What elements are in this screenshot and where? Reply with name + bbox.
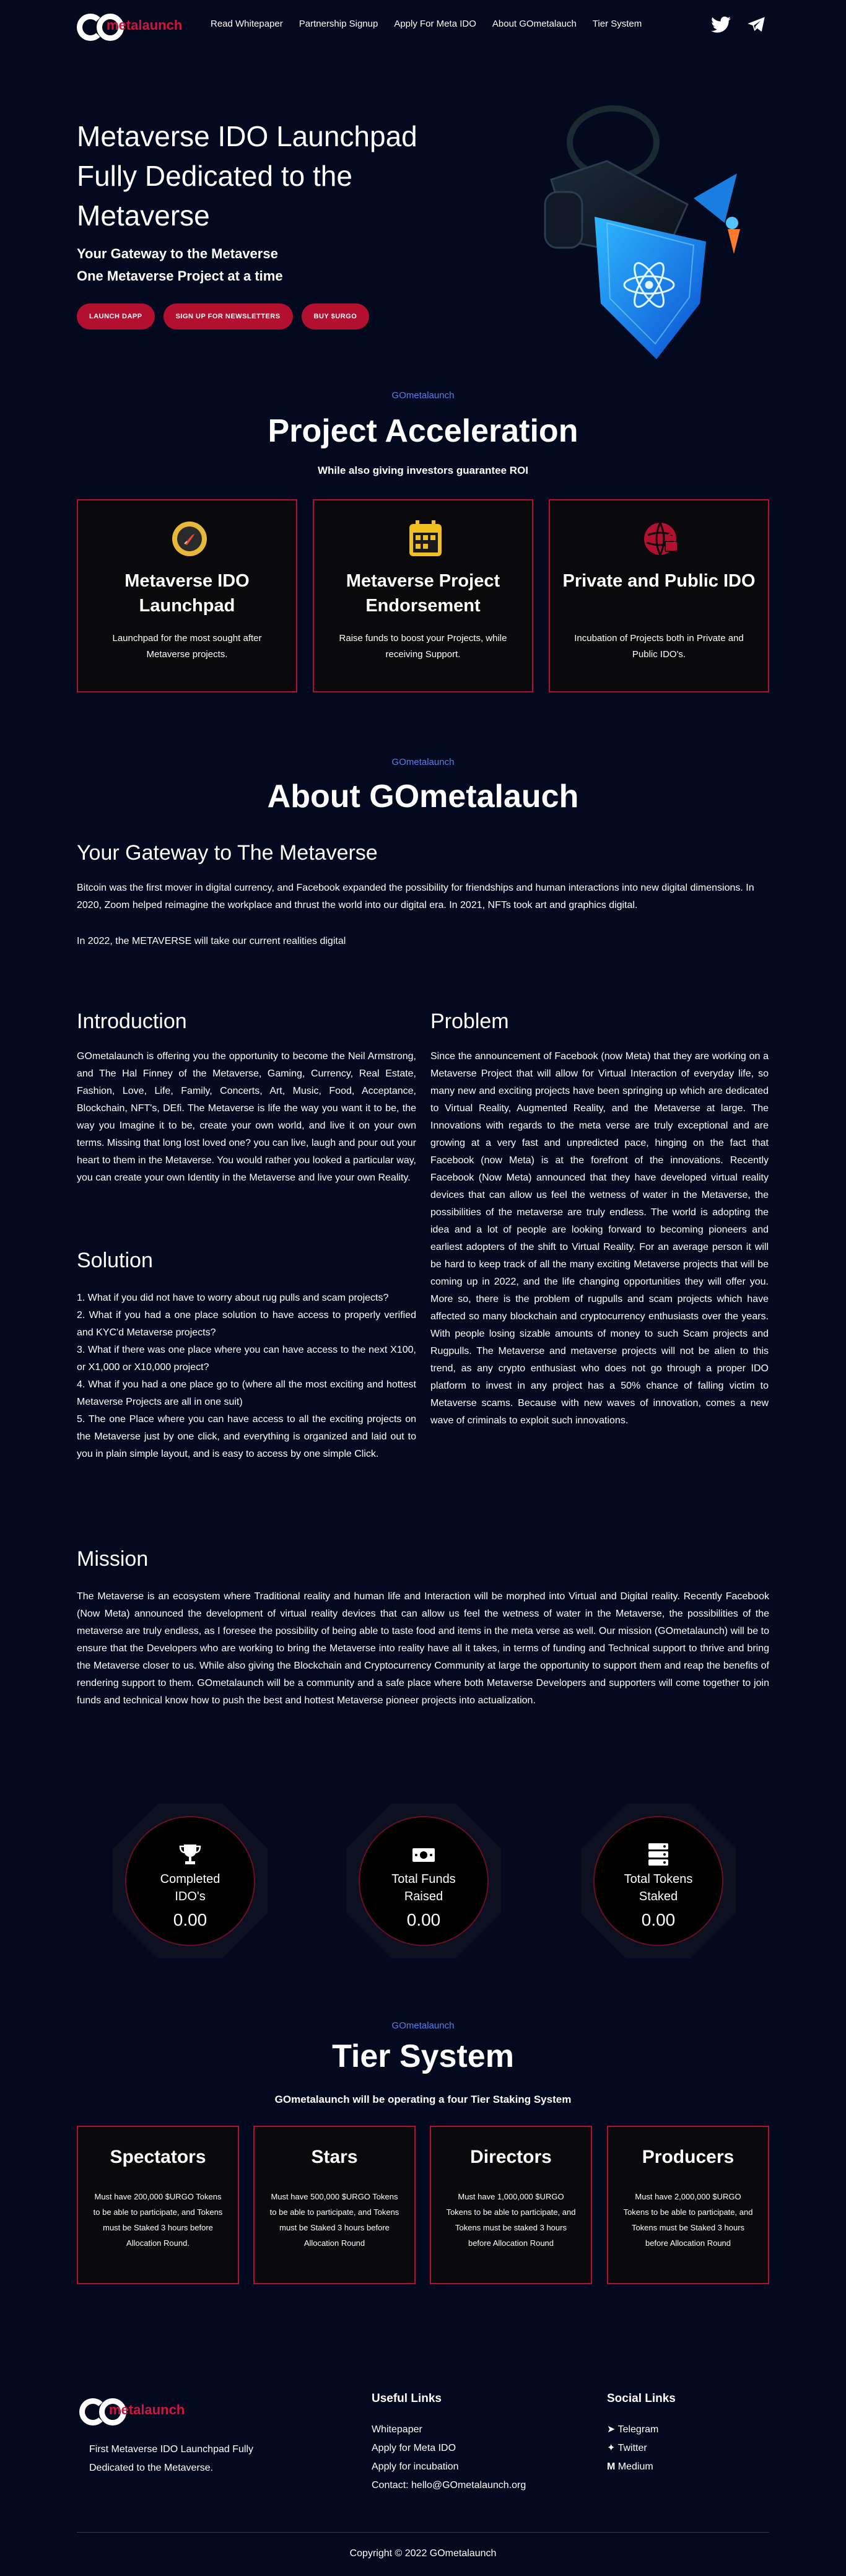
hero-title: Metaverse IDO Launchpad Fully Dedicated to the Metaverse <box>77 120 417 232</box>
footer-link-incubation[interactable]: Apply for incubation <box>372 2461 459 2472</box>
stat-value: 0.00 <box>406 1910 441 1929</box>
gateway-text-2022: In 2022, the METAVERSE will take our current realities digital <box>77 936 346 946</box>
about-kicker: GOmetalaunch <box>391 757 455 767</box>
copyright: Copyright © 2022 GOmetalaunch <box>349 2548 497 2559</box>
buy-urgo-button[interactable]: BUY $URGO <box>302 303 370 330</box>
solution-title: Solution <box>77 1249 153 1272</box>
medium-icon: M <box>607 2461 618 2472</box>
nav-item-whitepaper[interactable]: Read Whitepaper <box>211 19 283 29</box>
stat-total-funds: Total Funds Raised 0.00 <box>346 1804 501 1958</box>
site-logo[interactable]: metalaunch <box>77 11 182 43</box>
accel-subtitle: While also giving investors guarantee ROI <box>317 465 529 476</box>
intro-title: Introduction <box>77 1010 187 1033</box>
footer-link-apply-ido[interactable]: Apply for Meta IDO <box>372 2443 456 2453</box>
list-item: 4. What if you had a one place go to (where all the most exciting and hottest Metaverse Projects are all in one suit) <box>77 1379 416 1407</box>
intro-text: GOmetalaunch is offering you the opportunity to become the Neil Armstrong, and The Hal Finney of the Metaverse, Gaming, Currency, Real Estate, Fashion, Love, Life, Family, Concerts, Art, Music, Food, Acceptance, Blockchain, NFT's, DEfi. The Metaverse is life the way you want it to be, the way you Imagine it to be, create your own world, and live it on your own terms. Missing that long lost loved one? you can live, laugh and pour out your heart to them in the Metaverse. You would rather you looked a particular way, you can create your own Identity in the Metaverse and live your own Reality. <box>77 1051 416 1183</box>
trophy-icon <box>178 1842 203 1867</box>
stat-value: 0.00 <box>641 1910 676 1929</box>
compass-icon <box>171 514 208 564</box>
tier-card-spectators: Spectators Must have 200,000 $URGO Tokens to be able to participate, and Tokens must be Staked 3 hours before Allocation Round. <box>77 2126 239 2284</box>
footer-link-telegram[interactable]: ➤ Telegram <box>607 2424 659 2435</box>
list-item: 3. What if there was one place where you can have access to the next X100, or X1,000 or X10,000 project? <box>77 1345 416 1373</box>
social-links-title: Social Links <box>607 2392 676 2405</box>
nav-item-about[interactable]: About GOmetalauch <box>492 19 577 29</box>
stat-completed-idos: Completed IDO's 0.00 <box>113 1804 268 1958</box>
footer-tagline: First Metaverse IDO Launchpad Fully Dedicated to the Metaverse. <box>89 2444 253 2473</box>
accel-card-ido: Private and Public IDO Incubation of Projects both in Private and Public IDO's. <box>549 499 769 692</box>
useful-links <box>372 2421 582 2495</box>
problem-text: Since the announcement of Facebook (now Meta) that they are working on a Metaverse Project that will allow for Virtual Interaction of everyday life, so many new and exciting projects have been springing up which are dedicated to Virtual Reality, Augmented Reality, and the Metaverse at large. The Innovations with regards to the meta verse are truly exceptional and are growing at a very fast and unpredicted pace, hinging on the fact that Facebook (now Meta) is at the forefront of the innovations. Recently Facebook (Now Meta) announced that they have developed virtual reality devices that can allow us feel the wetness of water in the Metaverse, the possibilities of the metaverse are truly endless. The world is adopting the idea and a lot of people are looking forward to becoming pioneers and earliest adopters of the shift to Virtual Reality. For an average person it will be hard to keep track of all the many exciting Metaverse projects that will be coming up in 2022, and the life changing opportunities they will offer you. More so, there is the problem of rugpulls and scam projects which have affected so many blockchain and cryptocurrency enthusiasts over the years. With people losing sizable amounts of money to such Scam projects and Rugpulls. The Metaverse and metaverse projects will not be alien to this trend, as any crypto enthusiast who does not go through a proper IDO platform to invest in any project has a 50% chance of falling victim to Metaverse scams. Because with new waves of innovation, comes a new wave of criminals to exploit such innovations. <box>430 1051 769 1426</box>
vr-headset-illustration <box>483 99 780 384</box>
server-icon <box>646 1842 671 1867</box>
accel-card-launchpad: Metaverse IDO Launchpad Launchpad for the most sought after Metaverse projects. <box>77 499 297 692</box>
tier-title: Tier System <box>332 2038 514 2074</box>
list-item: 5. The one Place where you can have access to all the exciting projects on the Metaverse just by one click, and everything is organized and laid out to you in plain simple layout, and is easy to access by one simple Click. <box>77 1414 416 1459</box>
header-social <box>711 16 765 33</box>
about-title: About GOmetalauch <box>267 779 579 814</box>
telegram-icon: ➤ <box>607 2424 618 2435</box>
twitter-icon: ✦ <box>607 2443 618 2453</box>
nav-item-tier-system[interactable]: Tier System <box>592 19 642 29</box>
mission-text: The Metaverse is an ecosystem where Traditional reality and human life and Interaction will be morphed into Virtual and Digital reality. Recently Facebook (Now Meta) announced the development of virtual reality devices that can allow us feel the wetness of water in the Metaverse, the possibilities of the metaverse are truly endless, as I foresee the possibility of being able to taste food and items in the meta verse as well. Our mission (GOmetalaunch) will be to ensure that the Developers who are working to bring the Metaverse into reality have all it takes, in terms of funding and Technical support to thrive and bring the Metaverse closer to us. While also giving the Blockchain and Cryptocurrency Community at large the opportunity to support them and reap the benefits of rendering support to them. GOmetalaunch will be a community and a safe place where both Metaverse Developers and supporters will come together to join funds and technical know how to push the best and hottest Metaverse pioneer projects into actualization. <box>77 1591 769 1706</box>
hero-subtitle: Your Gateway to the Metaverse One Metaverse Project at a time <box>77 246 283 284</box>
footer-link-contact[interactable]: Contact: hello@GOmetalaunch.org <box>372 2480 526 2491</box>
solution-list <box>77 1290 416 1463</box>
footer-divider <box>77 2532 769 2533</box>
nav-item-partnership[interactable]: Partnership Signup <box>299 19 378 29</box>
tier-card-stars: Stars Must have 500,000 $URGO Tokens to be able to participate, and Tokens must be Staked 3 hours before Allocation Round <box>253 2126 416 2284</box>
stat-value: 0.00 <box>173 1910 207 1929</box>
problem-title: Problem <box>430 1010 509 1033</box>
tier-card-directors: Directors Must have 1,000,000 $URGO Tokens to be able to participate, and Tokens must be staked 3 hours before Allocation Round <box>430 2126 592 2284</box>
tier-subtitle: GOmetalaunch will be operating a four Tier Staking System <box>274 2094 572 2105</box>
nav-item-apply-ido[interactable]: Apply For Meta IDO <box>394 19 476 29</box>
footer-link-whitepaper[interactable]: Whitepaper <box>372 2424 422 2435</box>
newsletter-button[interactable]: SIGN UP FOR NEWSLETTERS <box>164 303 293 330</box>
hero-buttons <box>77 303 369 330</box>
main-nav <box>211 19 642 29</box>
useful-links-title: Useful Links <box>372 2392 442 2405</box>
list-item: 2. What if you had a one place solution to have access to properly verified and KYC'd Metaverse projects? <box>77 1310 416 1338</box>
gateway-text: Bitcoin was the first mover in digital currency, and Facebook expanded the possibility for friendships and human interactions into new digital dimensions. In 2020, Zoom helped reimagine the workplace and thrust the world into our digital era. In 2021, NFTs took art and graphics digital. <box>77 883 754 910</box>
gateway-title: Your Gateway to The Metaverse <box>77 841 378 865</box>
twitter-icon[interactable] <box>711 16 731 33</box>
telegram-icon[interactable] <box>747 16 765 33</box>
calendar-icon <box>407 514 444 564</box>
launch-dapp-button[interactable]: LAUNCH DAPP <box>77 303 155 330</box>
accel-title: Project Acceleration <box>268 413 578 449</box>
tier-kicker: GOmetalaunch <box>391 2020 455 2031</box>
list-item: 1. What if you did not have to worry about rug pulls and scam projects? <box>77 1293 389 1303</box>
accel-card-endorsement: Metaverse Project Endorsement Raise funds to boost your Projects, while receiving Support. <box>313 499 533 692</box>
accel-kicker: GOmetalaunch <box>391 390 455 401</box>
mission-title: Mission <box>77 1547 149 1571</box>
cash-icon <box>411 1842 436 1867</box>
footer-link-medium[interactable]: M Medium <box>607 2461 653 2472</box>
footer-link-twitter[interactable]: ✦ Twitter <box>607 2443 647 2453</box>
stat-total-tokens: Total Tokens Staked 0.00 <box>581 1804 736 1958</box>
globe-lock-icon <box>643 514 680 564</box>
social-links <box>607 2421 756 2476</box>
footer-logo[interactable]: metalaunch <box>79 2396 185 2428</box>
tier-card-producers: Producers Must have 2,000,000 $URGO Tokens to be able to participate, and Tokens must be Staked 3 hours before Allocation Round <box>607 2126 769 2284</box>
